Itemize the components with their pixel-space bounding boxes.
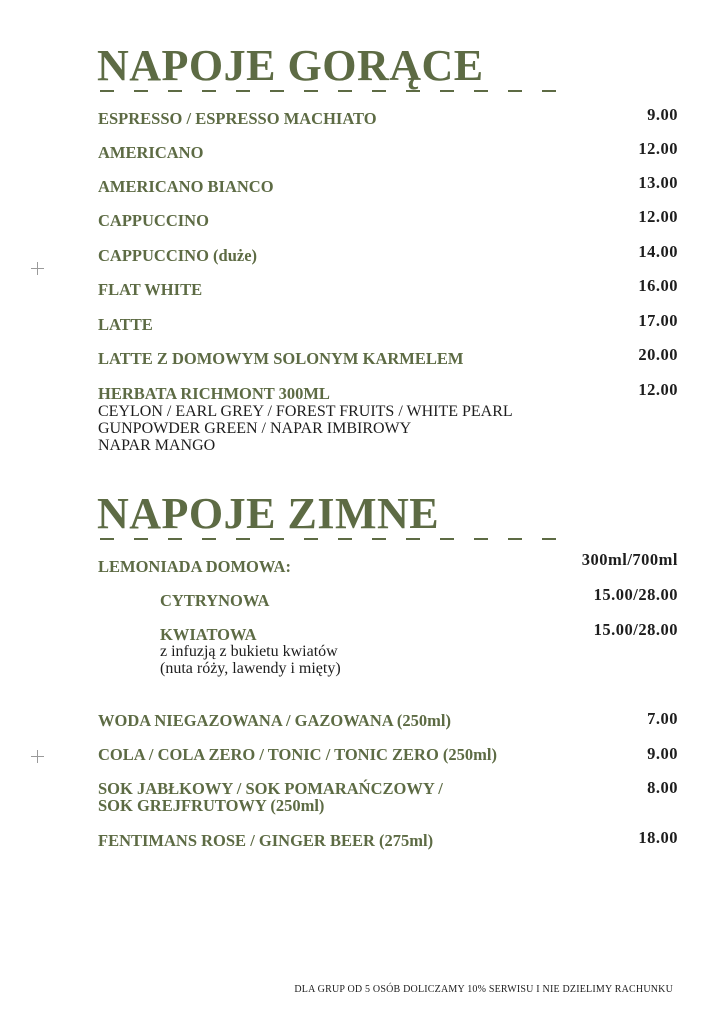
menu-item-price: 17.00 [638, 311, 678, 330]
menu-item-name: AMERICANO BIANCO [98, 177, 274, 196]
menu-item-price: 7.00 [647, 709, 678, 728]
menu-item-name: CAPPUCCINO (duże) [98, 246, 258, 265]
lemonade-heading: LEMONIADA DOMOWA: [98, 557, 291, 576]
section-title-hot: NAPOJE GORĄCE [97, 41, 484, 90]
menu-item-name: ESPRESSO / ESPRESSO MACHIATO [98, 109, 377, 128]
menu-item-price: 14.00 [638, 242, 678, 261]
menu-item-price: 16.00 [638, 276, 678, 295]
menu-item-name: COLA / COLA ZERO / TONIC / TONIC ZERO (250ml) [98, 745, 497, 764]
menu-item-name: WODA NIEGAZOWANA / GAZOWANA (250ml) [98, 711, 451, 730]
menu-item-name: SOK JABŁKOWY / SOK POMARAŃCZOWY / [98, 779, 443, 798]
menu-item-description: (nuta róży, lawendy i mięty) [160, 660, 341, 677]
crosshair-mark-icon [31, 262, 44, 275]
menu-item-price: 15.00/28.00 [593, 620, 678, 639]
menu-item-name: HERBATA RICHMONT 300ML [98, 384, 330, 403]
menu-item-description: z infuzją z bukietu kwiatów [160, 643, 338, 660]
menu-item-name: LATTE Z DOMOWYM SOLONYM KARMELEM [98, 349, 464, 368]
menu-item-name: CAPPUCCINO [98, 211, 209, 230]
menu-item-price: 15.00/28.00 [593, 585, 678, 604]
footer-note: DLA GRUP OD 5 OSÓB DOLICZAMY 10% SERWISU I NIE DZIELIMY RACHUNKU [294, 984, 673, 995]
menu-item-name: FLAT WHITE [98, 280, 203, 299]
section-divider [100, 90, 558, 92]
menu-item-price: 13.00 [638, 173, 678, 192]
menu-item-price: 8.00 [647, 778, 678, 797]
menu-item-description: GUNPOWDER GREEN / NAPAR IMBIROWY [98, 420, 412, 437]
lemonade-sizes: 300ml/700ml [581, 550, 678, 569]
crosshair-mark-icon [31, 750, 44, 763]
section-divider [100, 538, 558, 540]
menu-item-name-cont: SOK GREJFRUTOWY (250ml) [98, 796, 325, 815]
menu-item-price: 20.00 [638, 345, 678, 364]
menu-item-name: FENTIMANS ROSE / GINGER BEER (275ml) [98, 831, 434, 850]
menu-item-price: 9.00 [647, 744, 678, 763]
menu-item-description: CEYLON / EARL GREY / FOREST FRUITS / WHITE PEARL [98, 403, 513, 420]
menu-item-name: KWIATOWA [160, 625, 257, 644]
menu-item-price: 12.00 [638, 380, 678, 399]
menu-item-name: LATTE [98, 315, 153, 334]
menu-item-description: NAPAR MANGO [98, 437, 216, 454]
menu-item-price: 9.00 [647, 105, 678, 124]
menu-item-price: 18.00 [638, 828, 678, 847]
menu-item-name: AMERICANO [98, 143, 204, 162]
menu-item-name: CYTRYNOWA [160, 591, 270, 610]
menu-item-price: 12.00 [638, 207, 678, 226]
menu-item-price: 12.00 [638, 139, 678, 158]
section-title-cold: NAPOJE ZIMNE [97, 489, 440, 538]
